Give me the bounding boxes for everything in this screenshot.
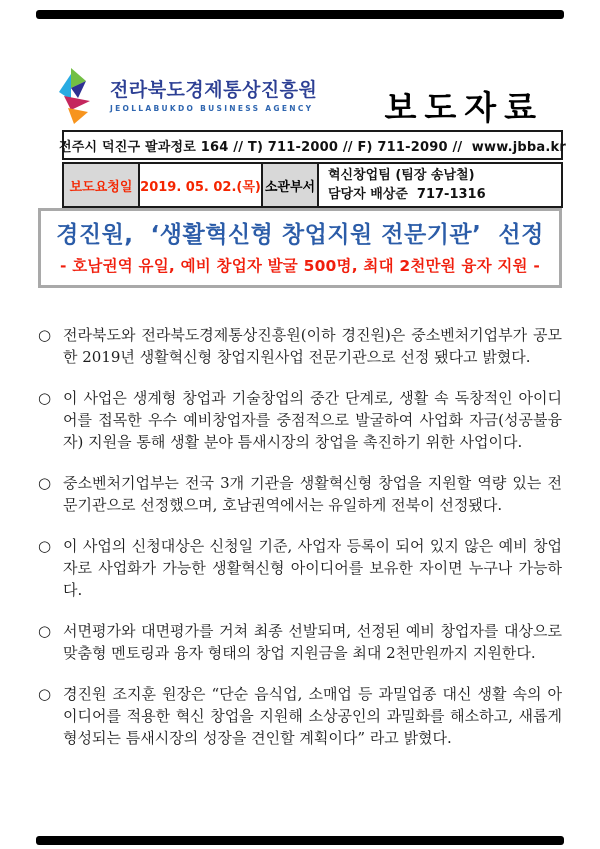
bullet-circle-icon: ○ <box>38 326 52 344</box>
paragraph-text: 중소벤처기업부는 전국 3개 기관을 생활혁신형 창업을 지원할 역량 있는 전문기관으로 선정했으며, 호남권역에서는 유일하게 전북이 선정됐다. <box>63 474 562 514</box>
body-paragraph <box>38 387 562 453</box>
bullet-circle-icon: ○ <box>38 389 52 407</box>
body-paragraph <box>38 683 562 749</box>
department-label-cell: 소관부서 <box>263 164 319 206</box>
bullet-circle-icon: ○ <box>38 474 52 492</box>
agency-logo-text <box>110 79 317 113</box>
headline-title: 경진원, ‘생활혁신형 창업지원 전문기관’ 선정 <box>56 222 544 248</box>
agency-name-korean: 전라북도경제통상진흥원 <box>110 79 318 101</box>
department-person-line: 담당자 배상준 717-1316 <box>328 187 486 202</box>
bullet-circle-icon: ○ <box>38 537 52 555</box>
contact-address-bar: 전주시 덕진구 팔과정로 164 // T) 711-2000 // F) 711-2090 // www.jbba.kr <box>62 130 563 160</box>
department-contact-cell <box>319 164 561 206</box>
press-info-table <box>62 162 563 208</box>
paragraph-text: 이 사업의 신청대상은 신청일 기준, 사업자 등록이 되어 있지 않은 예비 창업자로 사업화가 가능한 생활혁신형 아이디어를 보유한 자이면 누구나 가능하다. <box>63 537 562 599</box>
body-paragraph <box>38 535 562 601</box>
agency-logo <box>58 68 317 124</box>
request-date-value-cell: 2019. 05. 02.(목) <box>140 164 263 206</box>
top-rule-bar <box>36 10 564 19</box>
agency-name-english: JEOLLABUKDO BUSINESS AGENCY <box>110 104 314 113</box>
document-type-title: 보도자료 <box>384 88 544 127</box>
bullet-circle-icon: ○ <box>38 685 52 703</box>
body-paragraph <box>38 472 562 516</box>
department-team-line: 혁신창업팀 (팀장 송남철) <box>328 168 475 183</box>
paragraph-text: 이 사업은 생계형 창업과 기술창업의 중간 단계로, 생활 속 독창적인 아이디어를 접목한 우수 예비창업자를 중점적으로 발굴하여 사업화 자금(성공불융자) 지원을 통해 생활 분야 틈새시장의 창업을 촉진하기 위한 사업이다. <box>63 389 562 451</box>
press-release-body <box>38 324 562 768</box>
paragraph-text: 경진원 조지훈 원장은 “단순 음식업, 소매업 등 과밀업종 대신 생활 속의 아이디어를 적용한 혁신 창업을 지원해 소상공인의 과밀화를 해소하고, 새롭게 형성되는 틈새시장의 성장을 견인할 계획이다” 라고 밝혔다. <box>63 685 562 747</box>
paragraph-text: 서면평가와 대면평가를 거쳐 최종 선발되며, 선정된 예비 창업자를 대상으로 맞춤형 멘토링과 융자 형태의 창업 지원금을 최대 2천만원까지 지원한다. <box>63 622 562 662</box>
bottom-rule-bar <box>36 836 564 845</box>
bullet-circle-icon: ○ <box>38 622 52 640</box>
body-paragraph <box>38 620 562 664</box>
paragraph-text: 전라북도와 전라북도경제통상진흥원(이하 경진원)은 중소벤처기업부가 공모한 2019년 생활혁신형 창업지원사업 전문기관으로 선정 됐다고 밝혔다. <box>63 326 562 366</box>
body-paragraph <box>38 324 562 368</box>
headline-box <box>38 208 562 288</box>
request-date-label-cell: 보도요청일 <box>64 164 140 206</box>
headline-subtitle: - 호남권역 유일, 예비 창업자 발굴 500명, 최대 2천만원 융자 지원 - <box>60 257 540 275</box>
agency-logo-icon <box>58 68 104 124</box>
